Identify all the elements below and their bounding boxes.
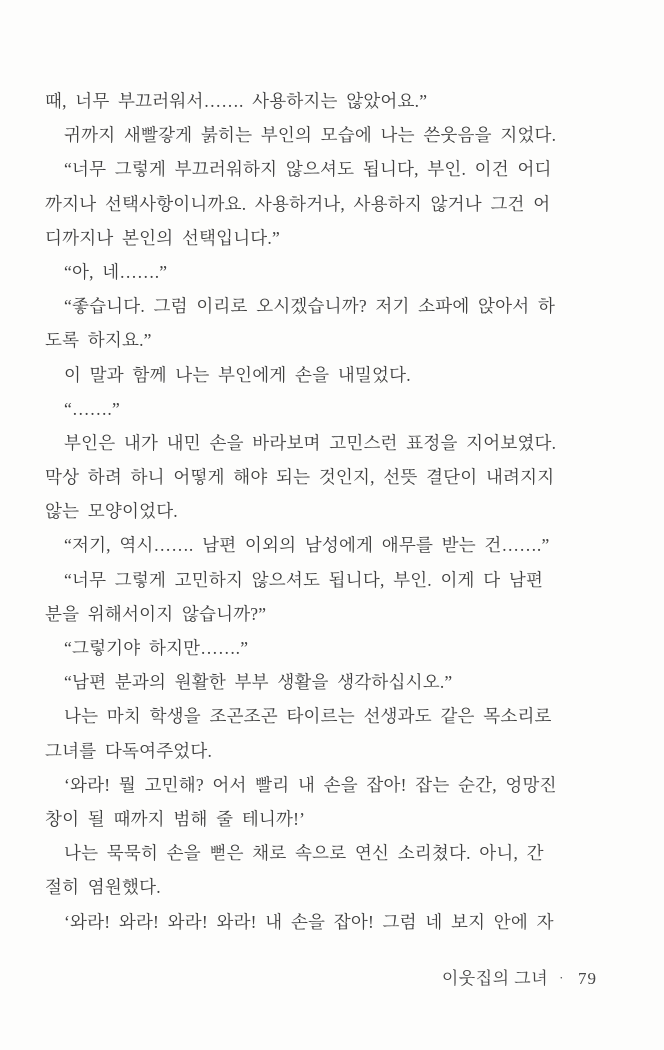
text-line: 부인은 내가 내민 손을 바라보며 고민스런 표정을 지어보였다.	[64, 432, 557, 453]
text-line: 절히 염원했다.	[45, 877, 161, 898]
text-line: 이 말과 함께 나는 부인에게 손을 내밀었다.	[64, 364, 411, 385]
separator-dot-icon: ·	[559, 970, 564, 985]
page-number: 79	[578, 969, 597, 988]
text-line: 창이 될 때까지 범해 줄 테니까!’	[45, 808, 306, 829]
text-line: “너무 그렇게 고민하지 않으셔도 됩니다, 부인. 이게 다 남편	[64, 569, 544, 590]
text-line: ‘와라! 와라! 와라! 와라! 내 손을 잡아! 그럼 네 보지 안에 자	[64, 911, 554, 932]
text-line: “너무 그렇게 부끄러워하지 않으셔도 됩니다, 부인. 이건 어디	[64, 159, 552, 180]
text-line: 까지나 선택사항이니까요. 사용하거나, 사용하지 않거나 그건 어	[45, 193, 551, 214]
text-line: 디까지나 본인의 선택입니다.”	[45, 227, 280, 248]
text-line: “좋습니다. 그럼 이리로 오시겠습니까? 저기 소파에 앉아서 하	[64, 296, 556, 317]
text-line: 나는 마치 학생을 조곤조곤 타이르는 선생과도 같은 목소리로	[64, 706, 552, 727]
text-line: “남편 분과의 원활한 부부 생활을 생각하십시오.”	[64, 672, 453, 693]
body-text	[45, 84, 597, 939]
text-line: 분을 위해서이지 않습니까?”	[45, 603, 267, 624]
text-line: “…….”	[64, 398, 120, 419]
text-line: 귀까지 새빨갛게 붉히는 부인의 모습에 나는 쓴웃음을 지었다.	[64, 125, 557, 146]
running-title: 이웃집의 그녀	[441, 969, 549, 988]
text-line: 않는 모양이었다.	[45, 501, 178, 522]
page-footer	[45, 964, 597, 989]
text-line: 때, 너무 부끄러워서……. 사용하지는 않았어요.”	[45, 91, 428, 111]
text-line: “그렇기야 하지만…….”	[64, 638, 249, 658]
text-line: ‘와라! 뭘 고민해? 어서 빨리 내 손을 잡아! 잡는 순간, 엉망진	[64, 774, 557, 795]
text-line: 나는 묵묵히 손을 뻗은 채로 속으로 연신 소리쳤다. 아니, 간	[64, 843, 544, 864]
text-line: 도록 하지요.”	[45, 330, 152, 351]
text-line: “저기, 역시……. 남편 이외의 남성에게 애무를 받는 건…….”	[64, 535, 550, 556]
text-line: “아, 네…….”	[64, 261, 168, 282]
text-line: 그녀를 다독여주었다.	[45, 740, 213, 761]
text-line: 막상 하려 하니 어떻게 해야 되는 것인지, 선뜻 결단이 내려지지	[45, 467, 555, 488]
